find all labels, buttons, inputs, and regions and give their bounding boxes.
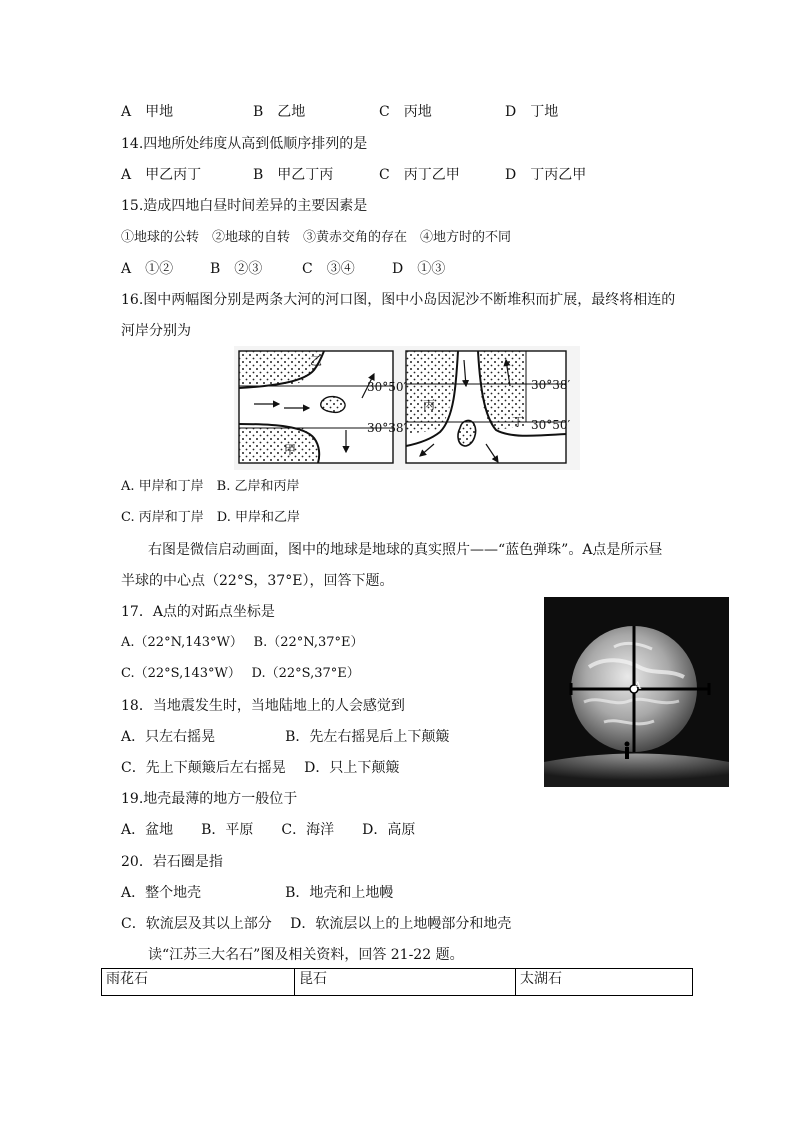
right-map-lat-bottom: 30°50′ [531,418,571,432]
q14-stem: 14.四地所处纬度从高到低顺序排列的是 [121,136,368,152]
q18-stem: 18．当地震发生时，当地陆地上的人会感觉到 [121,698,405,714]
q15-items: ①地球的公转 ②地球的自转 ③黄赤交角的存在 ④地方时的不同 [121,230,512,245]
table-cell-kunshi: 昆石 [295,969,516,996]
q14-option-a: A 甲乙丙丁 [121,167,202,183]
left-map-label-bottom: 甲 [284,443,297,457]
q14-option-d: D 丁丙乙甲 [505,167,587,183]
left-map-label-top: 乙 [310,354,323,368]
q18-options-line1: A．只左右摇晃 B．先左右摇晃后上下颠簸 [121,729,450,745]
intro-line1: 右图是微信启动画面，图中的地球是地球的真实照片——“蓝色弹珠”。A点是所示昼 [148,542,663,558]
q17-options-line2: C.（22°S,143°W） D.（22°S,37°E） [121,666,360,681]
q20-options-line2: C．软流层及其以上部分 D．软流层以上的上地幔部分和地壳 [121,916,512,932]
q13-option-a: A 甲地 [121,104,174,120]
intro-line2: 半球的中心点（22°S，37°E），回答下题。 [121,573,394,589]
right-map-label-right: 丁 [512,415,525,429]
q15-option-c: C ③④ [302,261,355,277]
q17-stem: 17．A点的对跖点坐标是 [121,604,275,620]
q13-option-c: C 丙地 [379,104,432,120]
left-map-lat-top: 30°50′ [367,380,407,394]
table-row [102,969,693,996]
read-intro: 读“江苏三大名石”图及相关资料，回答 21-22 题。 [148,947,464,963]
q19-options-line1: A．盆地 B．平原 C．海洋 D．高原 [121,822,416,838]
q18-options-line2: C．先上下颠簸后左右摇晃 D．只上下颠簸 [121,760,400,776]
point-a-label: A [634,681,642,692]
q13-option-b: B 乙地 [253,104,306,120]
table-cell-taihushi: 太湖石 [516,969,693,996]
table-cell-yuhuashi: 雨花石 [102,969,295,996]
q17-options-line1: A.（22°N,143°W） B.（22°N,37°E） [121,635,364,650]
q14-option-c: C 丙丁乙甲 [379,167,460,183]
q20-stem: 20．岩石圈是指 [121,854,223,870]
stone-table [101,968,693,996]
q15-option-a: A ①② [121,261,174,277]
q16-options-line2: C. 丙岸和丁岸 D. 甲岸和乙岸 [121,510,300,525]
q19-stem: 19.地壳最薄的地方一般位于 [121,791,298,807]
q16-options-line1: A. 甲岸和丁岸 B. 乙岸和丙岸 [121,479,300,494]
q13-option-d: D 丁地 [505,104,559,120]
q16-stem-line2: 河岸分别为 [121,323,191,339]
person-silhouette-icon [625,747,629,759]
q20-options-line1: A．整个地壳 B．地壳和上地幔 [121,885,394,901]
right-map-label-left: 丙 [423,398,436,412]
q16-stem-line1: 16.图中两幅图分别是两条大河的河口图，图中小岛因泥沙不断堆积而扩展，最终将相连的 [121,292,676,308]
q15-option-d: D ①③ [392,261,446,277]
q14-option-b: B 甲乙丁丙 [253,167,334,183]
left-map-lat-bottom: 30°38′ [367,421,407,435]
q15-stem: 15.造成四地白昼时间差异的主要因素是 [121,198,368,214]
right-map-lat-top: 30°38′ [531,378,571,392]
q15-option-b: B ②③ [210,261,263,277]
